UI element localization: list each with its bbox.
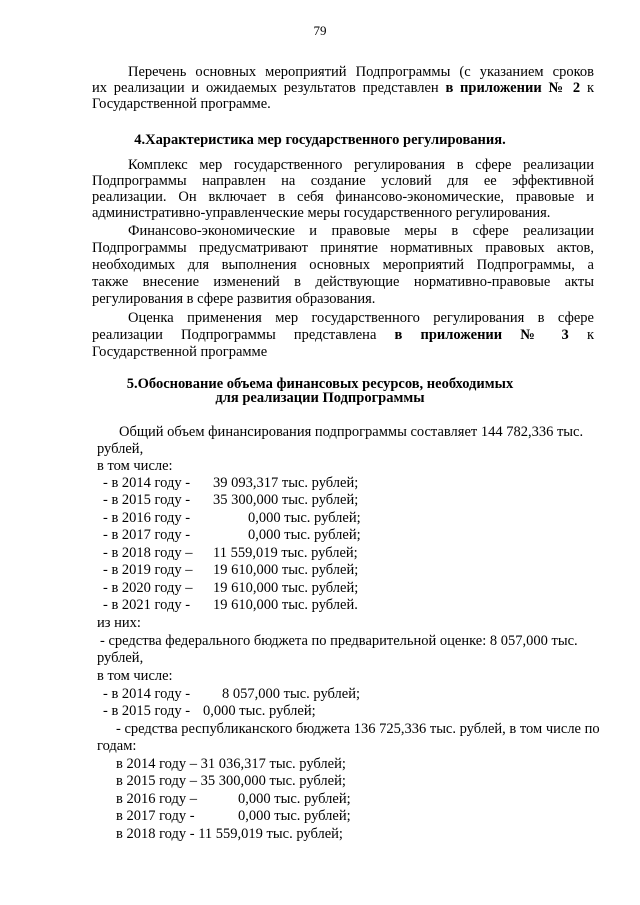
- intro-line-2: их реализации и ожидаемых результатов представлен в приложении № 2 к: [92, 80, 595, 96]
- year-label: - в 2014 году -: [103, 475, 191, 491]
- year-value: 39 093,317 тыс. рублей;: [213, 475, 359, 491]
- year-label: - в 2021 году -: [103, 597, 191, 613]
- year-label: - в 2017 году -: [103, 527, 191, 543]
- republic-year-value: 0,000 тыс. рублей;: [238, 808, 351, 824]
- total-line-2: рублей,: [97, 441, 144, 457]
- year-label: - в 2016 году -: [103, 510, 191, 526]
- of-them-label: из них:: [97, 615, 141, 631]
- year-label: - в 2020 году –: [103, 580, 193, 596]
- s4-p2-line-4: также внесение изменений в действующие нормативно-правовые акты: [92, 274, 594, 290]
- s4-p2-line-3: необходимых для выполнения основных мероприятий Подпрограммы, а: [92, 257, 594, 273]
- s4-p2-line-1: Финансово-экономические и правовые меры в сфере реализации: [128, 223, 594, 239]
- federal-year-value: 0,000 тыс. рублей;: [203, 703, 316, 719]
- republic-year-label: в 2016 году –: [116, 791, 198, 807]
- federal-including-label: в том числе:: [97, 668, 173, 684]
- s4-p1-line-1: Комплекс мер государственного регулирования в сфере реализации: [128, 157, 594, 173]
- s4-p3-line-2: реализации Подпрограммы представлена в приложении № 3 к: [92, 327, 594, 343]
- year-value: 19 610,000 тыс. рублей;: [213, 580, 359, 596]
- intro-line-3: Государственной программе.: [92, 96, 271, 112]
- year-value: 11 559,019 тыс. рублей;: [213, 545, 358, 561]
- s4-p3-line-3: Государственной программе: [92, 344, 268, 360]
- year-label: - в 2015 году -: [103, 492, 191, 508]
- including-label: в том числе:: [97, 458, 173, 474]
- republic-year-label: в 2017 году -: [116, 808, 195, 824]
- year-value: 19 610,000 тыс. рублей;: [213, 562, 359, 578]
- republic-year-line: в 2015 году – 35 300,000 тыс. рублей;: [116, 773, 346, 789]
- republic-line-1: - средства республиканского бюджета 136 725,336 тыс. рублей, в том числе по: [116, 721, 600, 737]
- year-value: 0,000 тыс. рублей;: [248, 527, 361, 543]
- federal-year-label: - в 2015 году -: [103, 703, 191, 719]
- republic-year-value: 0,000 тыс. рублей;: [238, 791, 351, 807]
- s4-p3-line-1: Оценка применения мер государственного регулирования в сфере: [128, 310, 594, 326]
- s4-p1-line-3: реализации. Он включает в себя финансово-экономические, правовые и: [92, 189, 594, 205]
- republic-year-line: в 2014 году – 31 036,317 тыс. рублей;: [116, 756, 346, 772]
- intro-line-1: Перечень основных мероприятий Подпрограммы (с указанием сроков: [128, 64, 594, 80]
- s4-p2-line-2: Подпрограммы предусматривают принятие нормативных правовых актов,: [92, 240, 594, 256]
- year-label: - в 2018 году –: [103, 545, 193, 561]
- total-line-1: Общий объем финансирования подпрограммы составляет 144 782,336 тыс.: [119, 424, 584, 440]
- federal-year-value: 8 057,000 тыс. рублей;: [222, 686, 360, 702]
- section-5-heading-line-1: 5.Обоснование объема финансовых ресурсов, необходимых: [126, 376, 514, 392]
- year-value: 19 610,000 тыс. рублей.: [213, 597, 358, 613]
- year-label: - в 2019 году –: [103, 562, 193, 578]
- federal-year-label: - в 2014 году -: [103, 686, 191, 702]
- federal-line-2: рублей,: [97, 650, 144, 666]
- annex-3-reference: в приложении № 3: [394, 327, 569, 343]
- section-5-heading-line-2: для реализации Подпрограммы: [215, 390, 425, 406]
- s4-p1-line-4: административно-управленческие меры государственного регулирования.: [92, 205, 551, 221]
- s4-p1-line-2: Подпрограммы направлен на создание условий для ее эффективной: [92, 173, 594, 189]
- year-value: 0,000 тыс. рублей;: [248, 510, 361, 526]
- republic-line-2: годам:: [97, 738, 137, 754]
- republic-year-line: в 2018 году - 11 559,019 тыс. рублей;: [116, 826, 343, 842]
- section-4-heading: 4.Характеристика мер государственного регулирования.: [134, 132, 506, 148]
- annex-2-reference: в приложении № 2: [445, 80, 581, 96]
- year-value: 35 300,000 тыс. рублей;: [213, 492, 359, 508]
- page-number: 79: [313, 23, 327, 38]
- s4-p2-line-5: регулирования в сфере развития образования.: [92, 291, 376, 307]
- federal-line-1: - средства федерального бюджета по предварительной оценке: 8 057,000 тыс.: [100, 633, 578, 649]
